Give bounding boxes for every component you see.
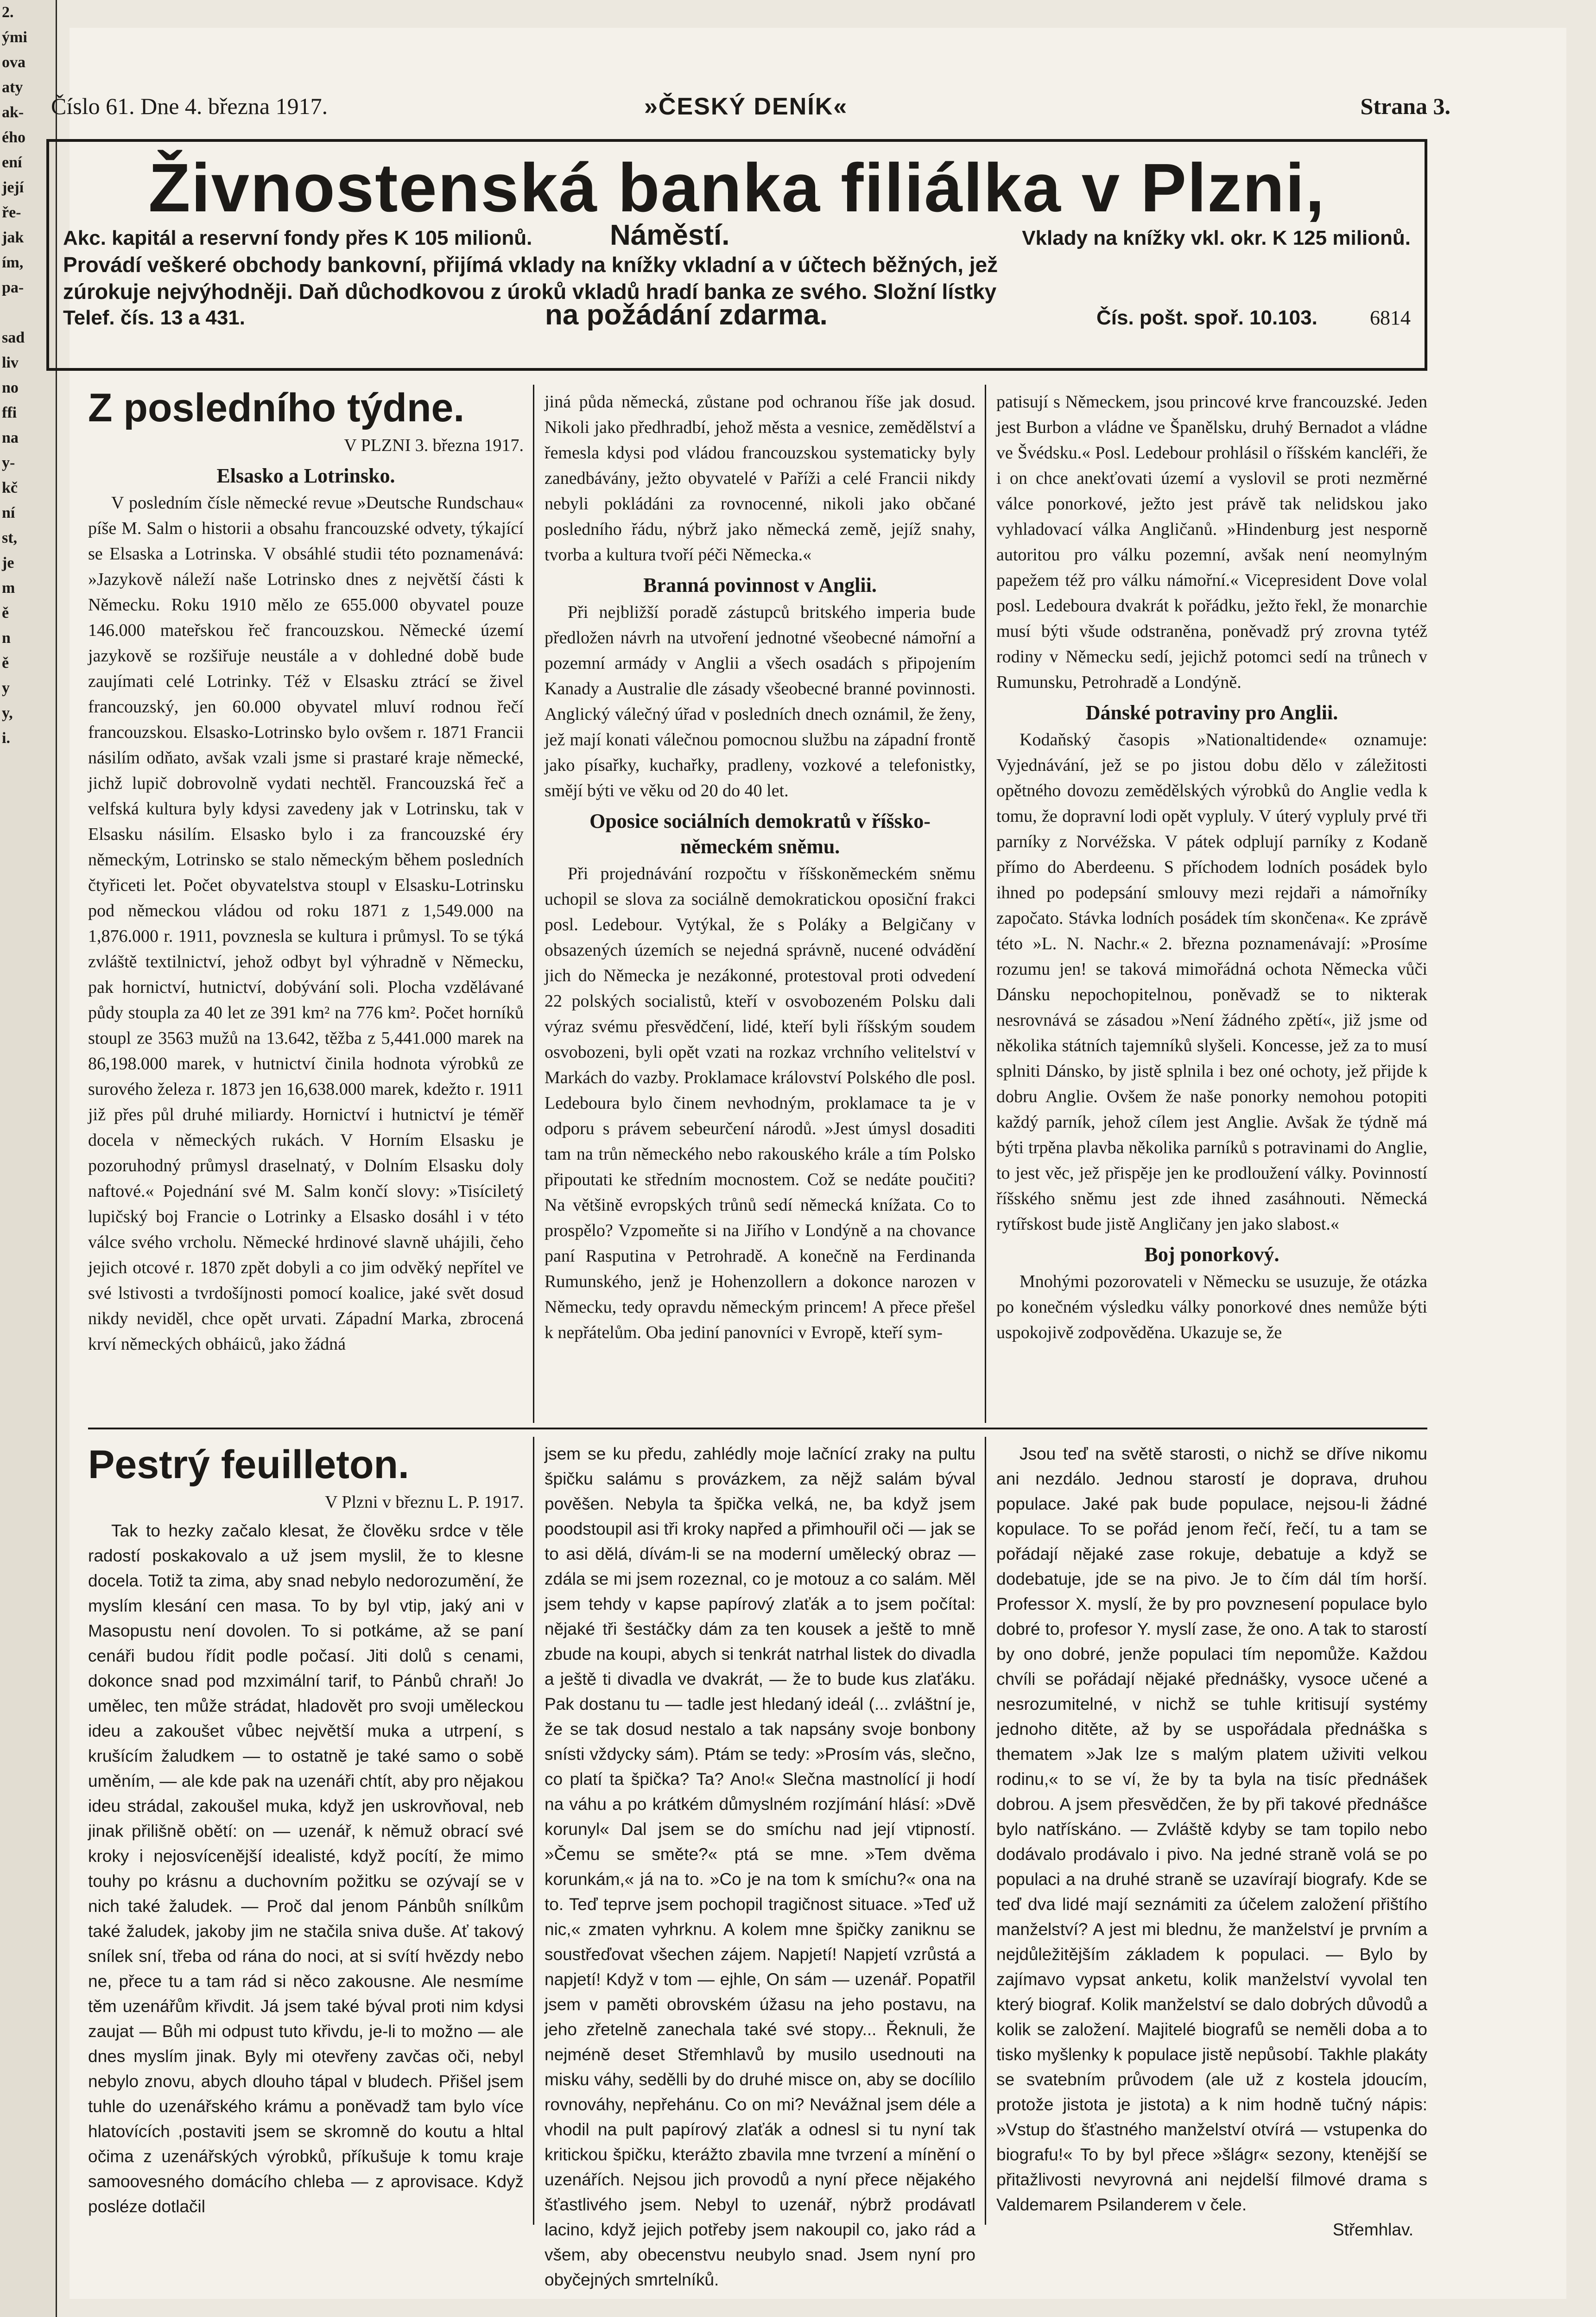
strip-fragment: no — [2, 379, 19, 396]
strip-fragment: ení — [2, 154, 22, 171]
article2-text-col2: jsem se ku předu, zahlédly moje lačnící zraky na pultu špičku salámu s provázkem, za nějž salám býval pověšen. Nebyla ta špička velká, ne, ba když jsem poodstoupil asi tři kroky napřed a přimhouřil oči — jak se to asi dělá, dívám-li se na moderní umělecký obraz — zdála se mi jsem rozeznal, co je motouz a co salám. Měl jsem tehdy v kapse papírový zlaťák a to jsem počítal: nějaké tři šestáčky dám za ten kousek a ještě to mně zbude na koupi, abych si tenkrát natrhal listek do divadla a ještě ti divadla ve dvakrát, — že to bude kus zlaťáku. Pak dostanu tu — tadle jest hledaný ideál (... zvláštní je, že se tak dosud nestalo a tak napsány svoje bonbony snísti vždycky sám). Ptám se tedy: »Prosím vás, slečno, co platí ta špička? Ta? Ano!« Slečna mastnolící ji hodí na váhu a po krátkém důmyslném rozjímání hlásí: »Dvě korunyl« Dal jsem se do smíchu nad její vtipností. »Čemu se směte?« ptá se mne. »Tem dvěma korunkám,« já na to. »Co je na tom k smíchu?« ona na to. Teď teprve jsem pochopil tragičnost situace. »Teď už nic,« zmaten vyhrknu. A kolem mne špičky zaniknu se soustřeďovat všechen zájem. Napjetí! Napjetí vzrůstá a napjetí! Když v tom — ejhle, On sám — uzenář. Popatřil jsem v paměti obrovském úžasu na jeho postavu, na jeho zřetelně zanechala také své stopy... Řeknuli, že nejméně deset Střemhlavů by musilo usednouti na misku váhy, sedělli by do druhé misce on, aby se docílilo rovnováhy, nepřehánu. Co on mi? Nevážnal jsem déle a vhodil na pult papírový zlaťák a odnesl si tu nyní tak kritickou špičku, kterážto zbavila mne tvrzení a mínění o uzenářích. Nejsou jich provodů a nyní přece nějakého šťastlivého jsem. Nebyl to uzenář, nýbrž prodávatl lacino, když jejich potřeby jsem nakoupil co, jako rád a všem, aby obecenstvu neubylo snad. Jsem nyní pro obyčejných smrtelníků. — [545, 1444, 975, 2289]
column-rule — [533, 1437, 534, 2225]
article1-heading: Z posledního týdne. — [88, 386, 465, 430]
article1-text-col1: V posledním čísle německé revue »Deutsche Rundschau« píše M. Salm o historii a obsahu francouzské odvety, týkající se Elsaska a Lotrinska. V obsáhlé studii této poznamenává: »Jazykově náleží naše Lotrinsko dnes z největší části k Německu. Roku 1910 mělo ze 655.000 obyvatel pouze 146.000 mateřskou řeč francouzskou. Německé území jazykově se rozšiřuje neustále a v dohledné době bude zaujímati celé Lotrinky. Též v Elsasku ztrácí se živel francouzský, jen 60.000 obyvatel mluví rodnou řečí francouzskou. Elsasko-Lotrinsko bylo ovšem r. 1871 Francii násilím odňato, avšak vzali jsme si prastaré kraje německé, jichž lupič dobrovolně vydati nechtěl. Francouzská řeč a velfská kultura byly kdysi zavedeny jak v Lotrinsku, tak v Elsasku násilím. Elsasko bylo i za francouzské éry německým, Lotrinsko se stalo německým během posledních čtyřiceti let. Počet obyvatelstva stoupl v Elsasku-Lotrinsku pod německou vládou od roku 1871 z 1,549.000 na 1,876.000 r. 1911, povznesla se kultura i průmysl. To se týká zvláště textilnictví, jehož odbyt byl výhradně v Německu, pak hornictví, hutnictví, dobývání soli. Plocha vzdělávané půdy stoupla za 40 let ze 391 km² na 776 km². Počet horníků stoupl ze 3563 mužů na 13.642, těžba z 5,441.000 marek na 86,198.000 marek, v hutnictví činila hodnota výrobků ze surového železa r. 1873 jen 16,638.000 marek, kdežto r. 1911 již přes půl druhé miliardy. Hornictví i hutnictví je téměř docela v německých rukách. V Horním Elsasku je pozoruhodný průmysl draselnatý, v Dolním Elsasku doly naftové.« Pojednání své M. Salm končí slovy: »Tisíciletý lupičský boj Francie o Lotrinky a Elsasko dosáhl i v této válce svého vrcholu. Německé hrdinové slavně uhájili, čeho jejich otcové r. 1870 zpět dobyli a co jim odvěký nepřítel ve své lstivosti a tvrdošíjnosti pomocí koalice, jaké svět dosud nikdy neviděl, chce opět urvati. Západní Marka, zbrocená krví německých obháiců, jako žádná — [88, 493, 524, 1354]
article1-text-col2b: Při nejbližší poradě zástupců britského imperia bude předložen návrh na utvoření jednotné všeobecné námořní a pozemní armády v Anglii a všech osadách s připojením Kanady a Australie dle zásady všeobecné branné povinnosti. Anglický válečný úřad v posledních dnech oznámil, že ženy, jež mají konati válečnou pomocnou službu na západní frontě jako písařky, kuchařky, pradleny, vozkové a telefonistky, smějí býti ve věku od 20 do 40 let. — [545, 603, 975, 800]
strip-fragment: jak — [2, 229, 24, 246]
strip-fragment: na — [2, 429, 19, 446]
article1-text-col2c: Při projednávání rozpočtu v říšskoněmeckém sněmu uchopil se slova za sociálně demokratickou oposiční frakci posl. Ledebour. Vytýkal, že s Poláky a Belgičany v obsazených územích se nejedná správně, nucené odvádění jich do Německa je nezákonné, protestoval proti odvedení 22 polských socialistů, kteří v osvobozeném Polsku dali výraz svému přesvědčení, lidé, kteří byli říšským soudem osvobozeni, byli opět vzati na rozkaz vrchního velitelství v Markách do vazby. Proklamace království Polského dle posl. Ledeboura bylo činem nevhodným, proklamace ta je v odporu s právem sebeurčení národů. »Jest úmysl dosaditi tam na trůn německého nebo rakouského krále a tím Polsko připoutati ke středním mocnostem. Což se nedáte poučiti? Na většině evropských trůnů sedí německá knížata. Co to prospělo? Vzpomeňte si na Jiřího v Londýně a na chovance paní Rasputina v Petrohradě. A konečně na Ferdinanda Rumunského, jenž je Hohenzollern a dokonce narozen v Německu, tedy opravdu německým princem! A přece přešel k nepřátelům. Oba jediní panovníci v Evropě, kteří sym- — [545, 864, 975, 1342]
ad-postal-account: Čís. pošt. spoř. 10.103. — [1096, 306, 1317, 329]
strip-fragment: aty — [2, 79, 23, 96]
strip-fragment: m — [2, 579, 15, 597]
article1-subheading-opposition: Oposice sociálních demokratů v říšsko-německém sněmu. — [589, 810, 931, 858]
masthead — [51, 93, 1450, 130]
article1-subheading-conscription: Branná povinnost v Anglii. — [643, 574, 877, 597]
article1-text-col3c: Mnohými pozorovateli v Německu se usuzuje, že otázka po konečném výsledku války ponorkové dnes nemůže býti uspokojivě zodpověděna. Ukazuje se, že — [996, 1272, 1427, 1342]
ad-line-3: zúrokuje nejvýhodněji. Daň důchodkovou z úroků vkladů hradí banka ze svého. Složní lístky — [63, 279, 997, 304]
strip-fragment: ffi — [2, 404, 17, 421]
strip-fragment: ě — [2, 654, 9, 672]
article2-column-3 — [996, 1441, 1427, 2239]
column-rule — [985, 1437, 986, 2225]
article2-heading: Pestrý feuilleton. — [88, 1442, 409, 1487]
article2-column-1 — [88, 1441, 524, 2225]
strip-fragment: pa- — [2, 279, 24, 296]
newspaper-title: »ČESKÝ DENÍK« — [644, 93, 848, 120]
issue-date: Číslo 61. Dne 4. března 1917. — [51, 93, 328, 119]
article1-column-2 — [545, 389, 975, 1423]
ad-line-4 — [63, 299, 1411, 331]
article1-column-1 — [88, 385, 524, 1423]
ad-free-forms: na požádání zdarma. — [545, 299, 828, 331]
page-number: Strana 3. — [1360, 93, 1450, 119]
article2-column-2 — [545, 1441, 975, 2289]
article2-signature: Střemhlav. — [1332, 2220, 1413, 2239]
ad-title: Živnostenská banka filiálka v Plzni, — [148, 150, 1325, 226]
strip-fragment: ře- — [2, 204, 21, 221]
strip-fragment: ím, — [2, 254, 24, 271]
ad-code: 6814 — [1370, 306, 1411, 329]
article1-text-col3a: patisují s Německem, jsou princové krve francouzské. Jeden jest Burbon a vládne ve Španělsku, druhý Bernadot a vládne ve Švédsku.« Posl. Ledebour prohlásil o říšském kancléři, že i on chce anekťovati území a vyslovil se proti nezměrné válce ponorkové, ježto jest právě tak nelidskou jako vyhladovací válka Angličanů. »Hindenburg jest nesporně autoritou pro válku pozemní, avšak není neomylným papežem též pro válku námořní.« Vicepresident Dove volal posl. Ledeboura dvakrát k pořádku, ježto řekl, že monarchie musí býti všude odstraněna, poněvadž prý zrovna tytéž rodiny v Německu sedí, jejichž potomci sedí na trůnech v Rumunsku, Petrohradě a Londýně. — [996, 392, 1427, 692]
column-rule — [533, 385, 534, 1423]
article2-dateline: V Plzni v březnu L. P. 1917. — [325, 1492, 524, 1512]
ad-capital: Akc. kapitál a reservní fondy přes K 105 milionů. — [63, 227, 532, 249]
strip-fragment: kč — [2, 479, 18, 496]
article1-subheading-submarine: Boj ponorkový. — [1144, 1243, 1279, 1266]
strip-fragment: ě — [2, 604, 9, 622]
bank-advertisement — [46, 139, 1427, 371]
article1-dateline: V PLZNI 3. března 1917. — [344, 436, 524, 455]
article2-text-col3: Jsou teď na světě starosti, o nichž se dříve nikomu ani nezdálo. Jednou starostí je doprava, druhou populace. Jaké pak bude populace, nejsou-li žádné kopulace. To se pořád jenom řečí, řečí, tu a tam se pořádají nějaké zase rokuje, debatuje a když se dodebatuje, jde se na pivo. Je to čím dál tím horší. Professor X. myslí, že by pro povznesení populace bylo dobré to, profesor Y. myslí zase, že ono. A tak to starostí by ono dobré, jenže populaci tím nepomůže. Každou chvíli se pořádají nějaké přednášky, vysoce učené a nesrozumitelné, v nichž se tuhle kritisují systémy jednoho ditěte, až by se uspořádala přednáška s thematem »Jak lze s malým platem uživiti velkou rodinu,« to se ví, že by ta byla na tisíc přednášek dobrou. A jsem přesvědčen, že by při takové přednášce bylo natřískáno. — Zvláště kdyby se tam topilo nebo dodávalo prodávalo i pivo. Na jedné straně volá se po populaci a na druhé straně se uzavírají biografy. Kde se teď dva lidé mají seznámiti za účelem založení přištího manželství? A jest mi blednu, že manželství je prvním a nejdůležitějším základem k populaci. — Bylo by zajímavo vypsat anketu, kolik manželství vyvolal ten který biograf. Kolik manželství se dalo dobrých důvodů a kolik se založení. Majitelé biografů se neměli doba a to tisko myšlenky k populace jistě nepůsobí. Takhle plakáty se svatebním průvodem (ale už z kostela jdoucím, protože jistota je jistota) a k nim hodně tučný nápis: »Vstup do šťastného manželství otvírá — vstupenka do biografu!« To by byl přece »šlágr« sezony, ktenější se přitažlivosti nevyrovná ani nejdelší filmové drama s Valdemarem Psilanderem v čele. — [996, 1444, 1427, 2214]
article1-subheading-alsace: Elsasko a Lotrinsko. — [216, 464, 395, 487]
ad-telephone: Telef. čís. 13 a 431. — [63, 306, 245, 329]
strip-fragment: n — [2, 629, 11, 647]
ad-line-1 — [63, 219, 1411, 251]
section-divider — [88, 1428, 1427, 1429]
strip-fragment: liv — [2, 354, 19, 371]
strip-fragment: sad — [2, 329, 25, 346]
strip-fragment: ými — [2, 29, 27, 46]
article2-text-col1: Tak to hezky začalo klesat, že člověku srdce v těle radostí poskakovalo a už jsem myslil, že to klesne docela. Totiž ta zima, aby snad nebylo nedorozumění, že myslím klesání cen masa. To by byl vtip, jaký ani v Masopustu není dovolen. To si potkáme, až se paní cenáři budou řídit podle počasí. Jiti dolů s cenami, dokonce snad pod mzximální tarif, to Pánbů chraň! Jo umělec, ten může strádat, hladovět pro svoji uměleckou ideu a zakoušet vůbec největší muka a utrpení, s krušícím žaludkem — to ostatně je také samo o sobě uměním, — ale kde pak na uzenáři chtít, aby pro nějakou ideu strádal, zakoušel muka, když jen uskrovňoval, neb jinak přilišně obětí: on — uzenář, k němuž obrací své kroky i nejosvícenější idealisté, když pocítí, že mimo touhy po krásnu a duchovním požitku se ozývají se v nich také žaludek. — Proč dal jenom Pánbůh snílkům také žaludek, jakoby jim ne stačila sniva duše. Ať takový snílek sní, třeba od rána do noci, at si svítí hvězdy nebo ne, přece tu a tam rád si něco zakousne. Ale nesmíme těm uzenářům křivdit. Já jsem také býval proti nim kdysi zaujat — Bůh mi odpust tuto křivdu, je-li to možno — ale dnes myslím jinak. Byly mi otevřeny zavčas oči, nebyl nebylo znovu, abych dlouho tápal v bludech. Přišel jsem tuhle do uzenářského krámu a poněvadž tam bylo více hlatovících ,postaviti jsem se skromně do koutu a hltal očima z uzenářských výrobků, příkušuje k tomu kraje samoovesného domácího chleba — z aprovisace. Když posléze dotlačil — [88, 1521, 524, 2216]
strip-fragment: y- — [2, 454, 15, 471]
strip-fragment: její — [2, 179, 24, 196]
strip-fragment: ova — [2, 54, 25, 71]
strip-fragment: ak- — [2, 104, 24, 121]
article1-column-3 — [996, 389, 1427, 1423]
strip-fragment: je — [2, 554, 14, 571]
column-rule — [985, 385, 986, 1423]
strip-fragment: ého — [2, 129, 25, 146]
article1-text-col3b: Kodaňský časopis »Nationaltidende« oznamuje: Vyjednávání, jež se po jistou dobu dělo v záležitosti opětného dovozu zemědělských výrobků do Anglie vedla k tomu, že dopravní lodi opět vypluly. V úterý vypluly prvé tři parníky z Norvéžska. V pátek odplují parníky z Kodaně přímo do Aberdeenu. S příchodem lodních posádek bylo ihned po podepsání smlouvy mezi rejdaři a námořníky započato. Stávka lodních posádek tím skončena«. Ke zprávě této »L. N. Nachr.« 2. března poznamenávají: »Prosíme rozumu jen! se taková mimořádná ochota Německa vůči Dánsku nepochopitelnou, poněvadž se to nikterak nesrovnává se zásadou »Není žádného zpětí«, již jsme od několika státních tajemníků slyšeli. Koncesse, jež za to musí splniti Dánsko, by jistě splnila i bez oné ochoty, jež přijde k dobru Anglie. Ovšem že naše ponorky nemohou potopiti každý parník, jehož cílem jest Anglie. Avšak že týdně má býti trpěna plavba několika parníků s potravinami do Anglie, to jest věc, jež přispěje jen ke prodloužení války. Povinností říšského sněmu jest zde ihned zasáhnouti. Německá rytířskost bude jistě Angličany jen jako slabost.« — [996, 730, 1427, 1234]
ad-line-2: Provádí veškeré obchody bankovní, přijímá vklady na knížky vkladní a v účtech běžných, jež — [63, 253, 998, 277]
ad-deposits: Vklady na knížky vkl. okr. K 125 milionů. — [1022, 227, 1411, 249]
strip-fragment: 2. — [2, 4, 14, 21]
article1-subheading-danish: Dánské potraviny pro Anglii. — [1085, 701, 1338, 724]
strip-fragment: i. — [2, 730, 10, 747]
ad-address: Náměstí. — [610, 219, 730, 251]
article1-text-col2a: jiná půda německá, zůstane pod ochranou říše jak dosud. Nikoli jako předhradbí, jehož města a vesnice, zemědělství a řemesla kdysi pod vládou francouzskou systematicky byly zanedbávány, ježto obyvatelé v Paříži a celé Francii nikdy nebyli pokládáni za rovnocenné, nikoli jako občané posledního řádu, nýbrž jako německá země, jejíž snahy, tvorba a kultura tvoří péči Německa.« — [545, 392, 975, 565]
strip-fragment: y, — [2, 705, 13, 722]
strip-fragment: st, — [2, 529, 18, 546]
strip-fragment: ní — [2, 504, 15, 521]
strip-fragment: y — [2, 679, 10, 697]
